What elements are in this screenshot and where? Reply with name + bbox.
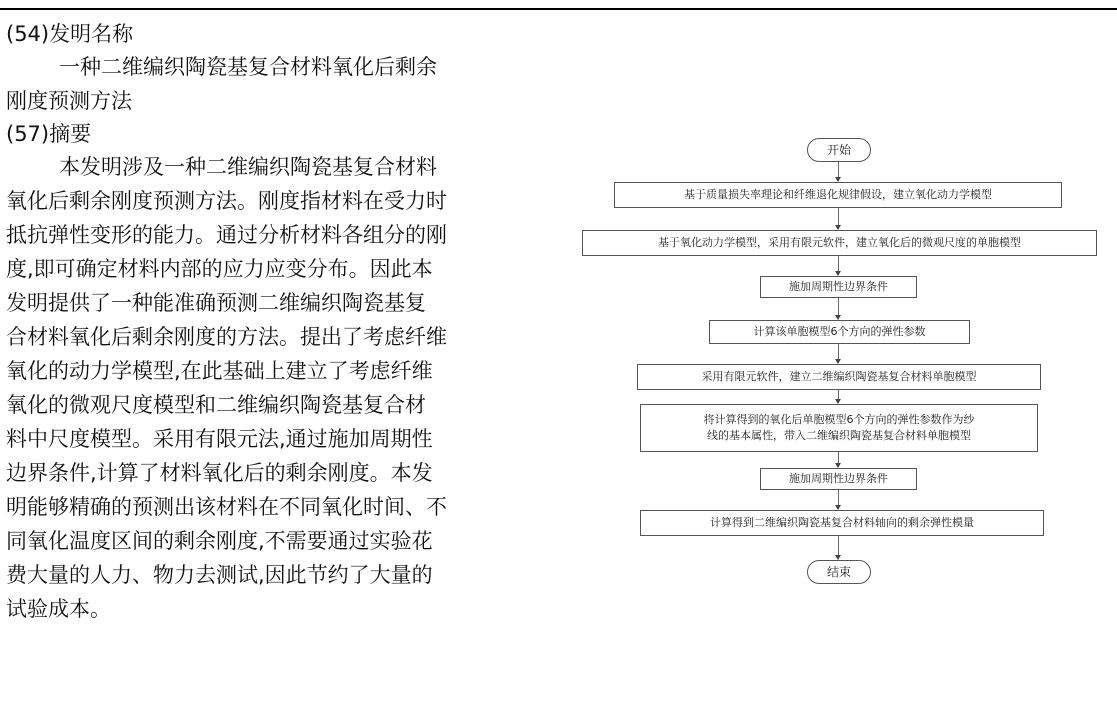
- flow-step: 采用有限元软件，建立二维编织陶瓷基复合材料单胞模型: [637, 364, 1041, 390]
- abstract-line: 本发明涉及一种二维编织陶瓷基复合材料: [59, 155, 437, 179]
- flow-arrow: [838, 390, 839, 403]
- flow-arrow: [838, 344, 839, 363]
- flow-arrow: [838, 162, 839, 181]
- flow-step: 施加周期性边界条件: [760, 468, 917, 490]
- flow-step: 基于质量损失率理论和纤维退化规律假设，建立氧化动力学模型: [614, 182, 1062, 208]
- abstract-line: 发明提供了一种能准确预测二维编织陶瓷基复: [6, 291, 426, 315]
- abstract-line: 明能够精确的预测出该材料在不同氧化时间、不: [6, 495, 447, 519]
- abstract-line: 合材料氧化后剩余刚度的方法。提出了考虑纤维: [6, 325, 447, 349]
- abstract-line: 度,即可确定材料内部的应力应变分布。因此本: [6, 257, 433, 281]
- abstract-line: 氧化的动力学模型,在此基础上建立了考虑纤维: [6, 359, 433, 383]
- flow-arrow: [838, 208, 839, 229]
- abstract-line: 边界条件,计算了材料氧化后的剩余刚度。本发: [6, 461, 433, 485]
- flow-step-line: 将计算得到的氧化后单胞模型6个方向的弹性参数作为纱: [703, 413, 975, 426]
- invention-title-line: 一种二维编织陶瓷基复合材料氧化后剩余: [59, 55, 437, 79]
- flow-arrow: [838, 452, 839, 467]
- flow-step: [640, 404, 1038, 452]
- abstract-line: 费大量的人力、物力去测试,因此节约了大量的: [6, 563, 433, 587]
- flow-step: 施加周期性边界条件: [760, 276, 917, 298]
- flow-arrow: [838, 536, 839, 559]
- invention-title-label: (54)发明名称: [6, 22, 134, 46]
- abstract-line: 试验成本。: [6, 597, 111, 621]
- abstract-line: 同氧化温度区间的剩余刚度,不需要通过实验花: [6, 529, 433, 553]
- flow-step: 计算该单胞模型6个方向的弹性参数: [709, 320, 970, 344]
- invention-title-line: 刚度预测方法: [6, 89, 132, 113]
- flow-start: 开始: [807, 138, 871, 162]
- abstract-line: 氧化后剩余刚度预测方法。刚度指材料在受力时: [6, 189, 447, 213]
- flow-step: 基于氧化动力学模型，采用有限元软件，建立氧化后的微观尺度的单胞模型: [582, 230, 1097, 256]
- flow-step: 计算得到二维编织陶瓷基复合材料轴向的剩余弹性模量: [640, 510, 1044, 536]
- flow-arrow: [838, 490, 839, 509]
- abstract-label: (57)摘要: [6, 122, 92, 146]
- flow-end: 结束: [807, 560, 871, 584]
- flow-arrow: [838, 298, 839, 319]
- abstract-line: 料中尺度模型。采用有限元法,通过施加周期性: [6, 427, 433, 451]
- abstract-line: 抵抗弹性变形的能力。通过分析材料各组分的刚: [6, 223, 447, 247]
- flow-step-line: 线的基本属性，带入二维编织陶瓷基复合材料单胞模型: [707, 429, 971, 442]
- flow-arrow: [838, 256, 839, 275]
- abstract-line: 氧化的微观尺度模型和二维编织陶瓷基复合材: [6, 393, 426, 417]
